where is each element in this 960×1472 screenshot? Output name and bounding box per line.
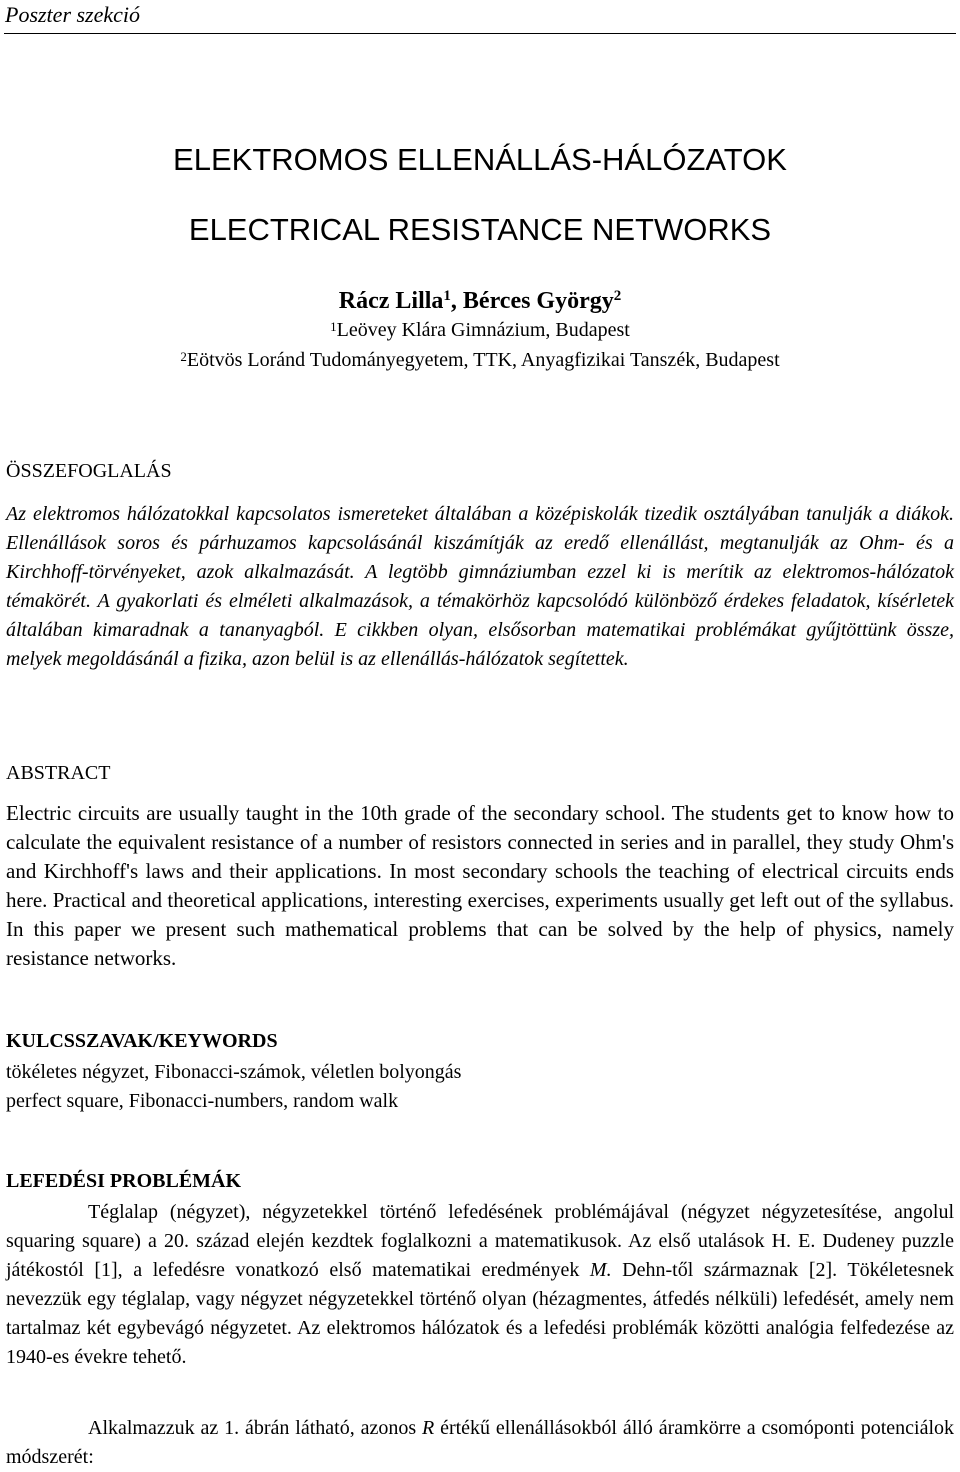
author-line: [0, 286, 960, 316]
title-hungarian: ELEKTROMOS ELLENÁLLÁS-HÁLÓZATOK: [173, 142, 787, 177]
header-rule: [4, 33, 956, 34]
section-heading-lefedesi: LEFEDÉSI PROBLÉMÁK: [6, 1170, 242, 1192]
affiliation: [0, 348, 960, 372]
author-affiliation-mark: 2: [613, 288, 622, 304]
keywords-hungarian: tökéletes négyzet, Fibonacci-számok, véletlen bolyongás: [6, 1061, 462, 1083]
author-affiliation-mark: 1: [443, 288, 451, 304]
running-header: Poszter szekció: [5, 2, 141, 27]
paragraph-text: Dehn-től származnak [2]. Tökéletesnek nevezzük egy téglalap, vagy négyzet négyzetekkel történő olyan (hézagmentes, átfedés nélküli) lefedését, amely nem tartalmaz két egybevágó négyzetet. Az elektromos hálózatok és a lefedési problémák közötti analógia felfedezése az 1940-es évekre tehető.: [6, 1259, 954, 1368]
abstract-hungarian: Az elektromos hálózatokkal kapcsolatos ismereteket általában a középiskolák tizedik osztályában tanulják a diákok. Ellenállások soros és párhuzamos kapcsolásánál kiszámítják az eredő ellenállást, megtanulják az Ohm- és a Kirchhoff-törvényeket, azok alkalmazását. A legtöbb gimnáziumban ezzel ki is merítik az elektromos-hálózatok témakörét. A gyakorlati és elméleti alkalmazások, a témakörhöz kapcsolódó különböző érdekes feladatok, kísérletek általában kimaradnak a tananyagból. E cikkben olyan, elsősorban matematikai problémákat gyűjtöttünk össze, melyek megoldásánál a fizika, azon belül is az ellenállás-hálózatok segítettek.: [6, 503, 954, 670]
title-english: ELECTRICAL RESISTANCE NETWORKS: [188, 212, 772, 247]
author-separator: ,: [450, 288, 463, 314]
section-heading-abstract: ABSTRACT: [6, 762, 111, 784]
body-paragraph: [6, 1414, 954, 1472]
keywords-english: perfect square, Fibonacci-numbers, random walk: [6, 1090, 399, 1112]
affiliation-mark: 1: [330, 319, 337, 334]
paragraph-text: Alkalmazzuk az 1. ábrán látható, azonos: [88, 1417, 422, 1439]
paragraph-text: értékű ellenállásokból álló áramkörre a csomóponti potenciálok módszerét:: [6, 1417, 955, 1468]
math-symbol-r: R: [421, 1417, 435, 1439]
affiliation-text: Leövey Klára Gimnázium, Budapest: [336, 319, 630, 341]
section-heading-keywords: KULCSSZAVAK/KEYWORDS: [6, 1030, 278, 1052]
author-name: Rácz Lilla: [338, 288, 444, 314]
affiliation: [0, 318, 960, 342]
paragraph-text: Téglalap (négyzet), négyzetekkel történő lefedésének problémájával (négyzet négyzetesítése, angolul squaring square) a 20. század elején kezdtek foglalkozni a matematikusok. Az első utalások H. E. Dudeney puzzle játékostól [1], a lefedésre vonatkozó első matematikai eredmények: [6, 1201, 954, 1281]
section-heading-osszefoglalas: ÖSSZEFOGLALÁS: [6, 460, 172, 482]
abstract-english: Electric circuits are usually taught in the 10th grade of the secondary school. The students get to know how to calculate the equivalent resistance of a number of resistors connected in series and in parallel, they study Ohm's and Kirchhoff's laws and their applications. In most secondary schools the teaching of electrical circuits ends here. Practical and theoretical applications, interesting exercises, experiments usually get left out of the syllabus. In this paper we present such mathematical problems that can be solved by the help of physics, namely resistance networks.: [6, 801, 954, 970]
body-paragraph: [6, 1198, 954, 1372]
italic-initial: M.: [589, 1259, 612, 1281]
affiliation-text: Eötvös Loránd Tudományegyetem, TTK, Anyagfizikai Tanszék, Budapest: [186, 349, 780, 371]
affiliation-mark: 2: [180, 349, 187, 364]
author-name: Bérces György: [462, 288, 614, 314]
